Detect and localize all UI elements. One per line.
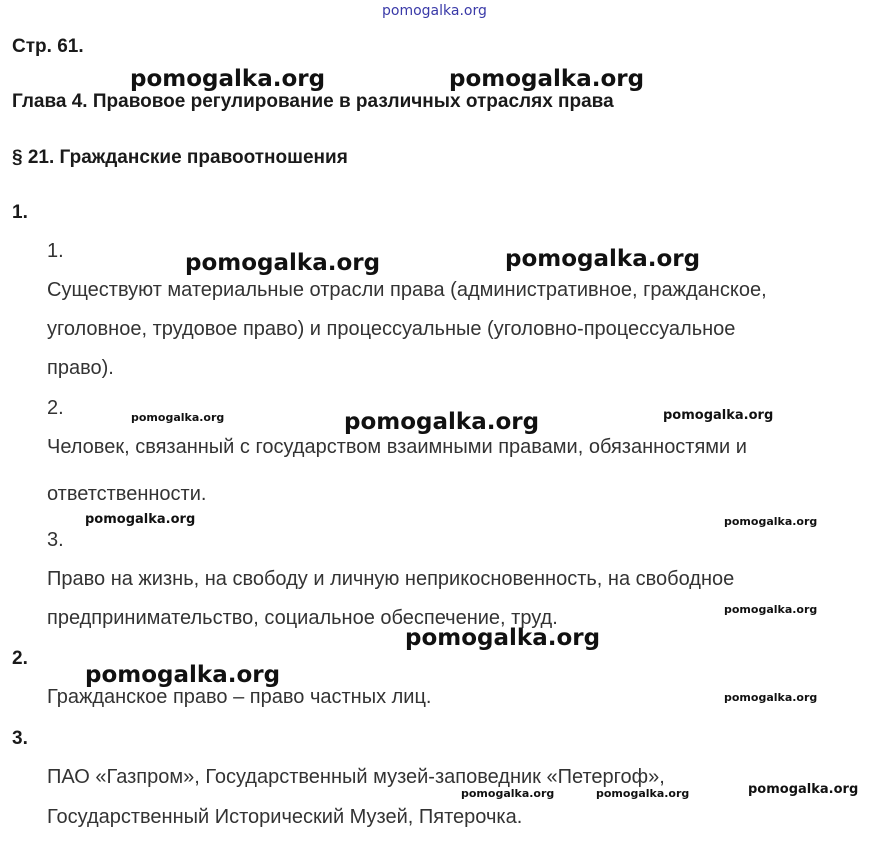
task-1-number: 1. bbox=[12, 202, 28, 223]
watermark: pomogalka.org bbox=[85, 512, 196, 527]
section-title: § 21. Гражданские правоотношения bbox=[12, 147, 348, 168]
item-2-number: 2. bbox=[47, 397, 64, 419]
task-3-number: 3. bbox=[12, 728, 28, 749]
task-2-number: 2. bbox=[12, 648, 28, 669]
watermark: pomogalka.org bbox=[724, 603, 818, 616]
task-3-line-2: Государственный Исторический Музей, Пятерочка. bbox=[47, 806, 523, 828]
item-3-line-2: предпринимательство, социальное обеспечение, труд. bbox=[47, 607, 558, 629]
watermark: pomogalka.org bbox=[596, 787, 690, 800]
item-3-number: 3. bbox=[47, 529, 64, 551]
watermark: pomogalka.org bbox=[185, 250, 381, 276]
watermark: pomogalka.org bbox=[344, 409, 540, 435]
watermark: pomogalka.org bbox=[748, 782, 859, 797]
task-3-line-1: ПАО «Газпром», Государственный музей-заповедник «Петергоф», bbox=[47, 766, 665, 788]
item-1-line-2: уголовное, трудовое право) и процессуальные (уголовно-процессуальное bbox=[47, 318, 736, 340]
watermark: pomogalka.org bbox=[461, 787, 555, 800]
watermark: pomogalka.org bbox=[449, 66, 645, 92]
chapter-title: Глава 4. Правовое регулирование в различных отраслях права bbox=[12, 91, 614, 112]
page-number: Стр. 61. bbox=[12, 36, 84, 57]
item-2-line-2: ответственности. bbox=[47, 483, 207, 505]
watermark: pomogalka.org bbox=[131, 411, 225, 424]
watermark: pomogalka.org bbox=[724, 515, 818, 528]
item-1-number: 1. bbox=[47, 240, 64, 262]
watermark: pomogalka.org bbox=[663, 408, 774, 423]
watermark: pomogalka.org bbox=[405, 625, 601, 651]
watermark: pomogalka.org bbox=[724, 691, 818, 704]
item-3-line-1: Право на жизнь, на свободу и личную неприкосновенность, на свободное bbox=[47, 568, 735, 590]
item-1-line-3: право). bbox=[47, 357, 114, 379]
task-2-text: Гражданское право – право частных лиц. bbox=[47, 686, 432, 708]
watermark-top: pomogalka.org bbox=[382, 3, 487, 19]
watermark: pomogalka.org bbox=[85, 662, 281, 688]
item-2-line-1: Человек, связанный с государством взаимными правами, обязанностями и bbox=[47, 436, 747, 458]
watermark: pomogalka.org bbox=[130, 66, 326, 92]
item-1-line-1: Существуют материальные отрасли права (административное, гражданское, bbox=[47, 279, 767, 301]
watermark: pomogalka.org bbox=[505, 246, 701, 272]
